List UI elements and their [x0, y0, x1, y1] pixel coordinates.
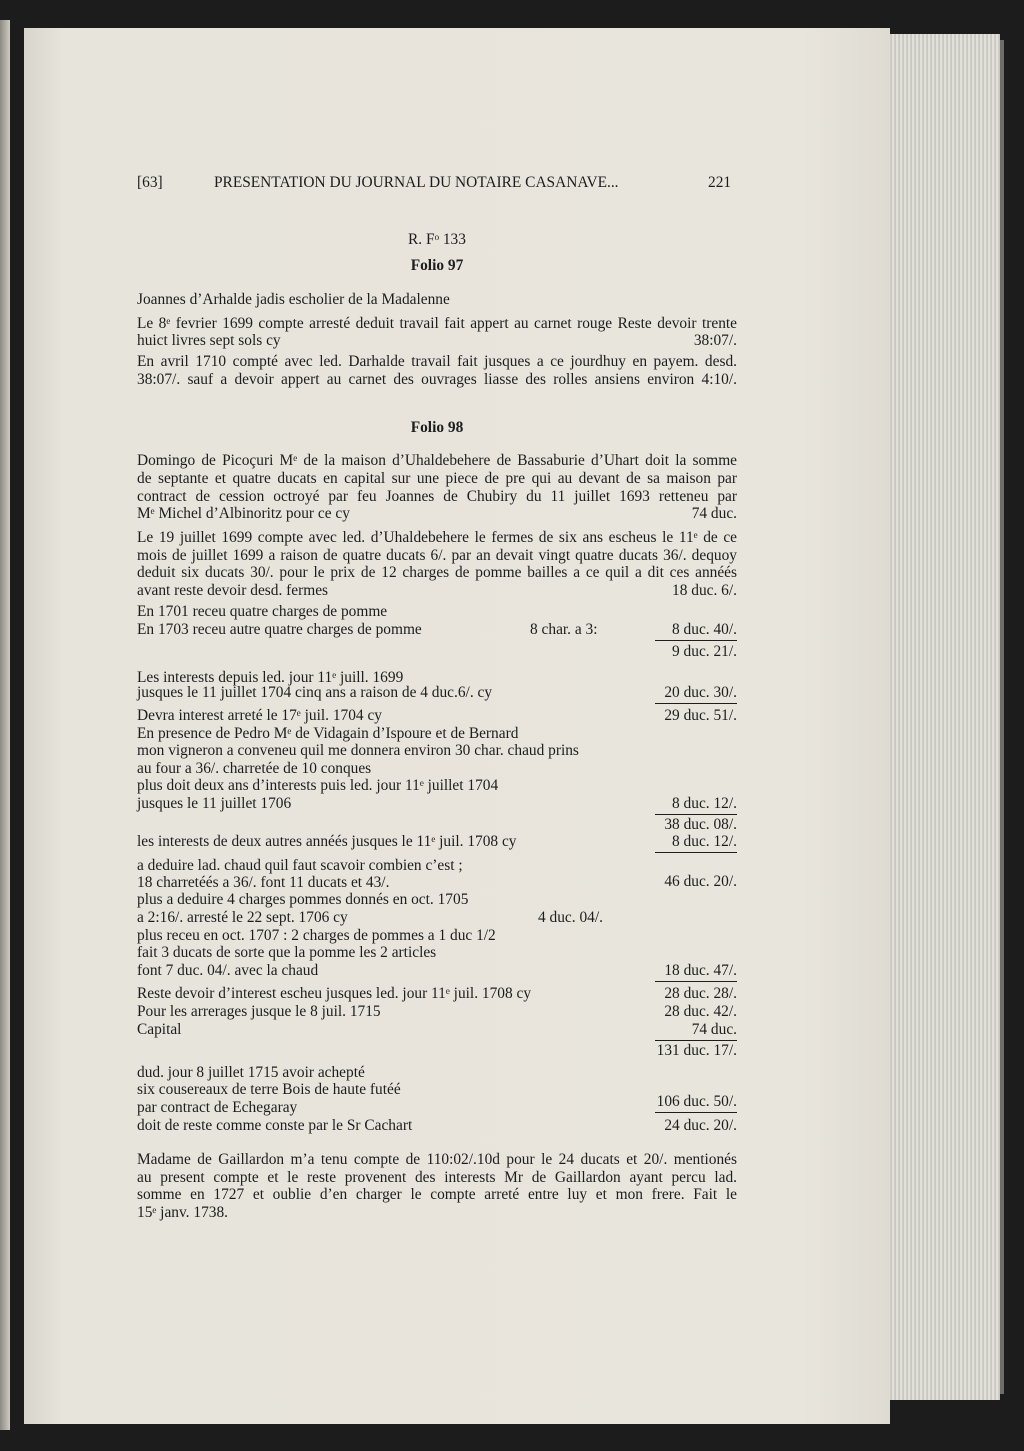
previous-page-edge: [0, 20, 10, 1430]
amount: 28 duc. 42/.: [664, 1003, 737, 1020]
chapter-number: [63]: [137, 174, 163, 191]
heading-folio-97: Folio 97: [410, 257, 464, 274]
text-line: mon vigneron a conveneu quil me donnera environ 30 char. chaud prins: [137, 742, 579, 759]
text-line: fait 3 ducats de sorte que la pomme les 2 articles: [137, 944, 437, 961]
text-line: par contract de Echegaray: [137, 1099, 298, 1116]
text-line: Reste devoir d’interest escheu jusques led. jour 11ᵉ juil. 1708 cy: [137, 985, 532, 1002]
amount: 24 duc. 20/.: [664, 1117, 737, 1134]
text-line: Les interests depuis led. jour 11ᵉ juill. 1699: [137, 669, 404, 686]
text-line: de septante et quatre ducats en capital sur une piece de pre qui au devant de sa maison par: [137, 470, 737, 487]
page-stack-edge: [888, 34, 1000, 1400]
text-line: Pour les arrerages jusque le 8 juil. 1715: [137, 1003, 381, 1020]
underlined-amount: 20 duc. 30/.: [655, 684, 737, 704]
amount: 28 duc. 28/.: [664, 985, 737, 1002]
text-line: Joannes d’Arhalde jadis escholier de la Madalenne: [137, 291, 450, 308]
text-line: Madame de Gaillardon m’a tenu compte de 110:02/.10d pour le 24 ducats et 20/. mentionés: [137, 1151, 737, 1168]
text-line: jusques le 11 juillet 1704 cinq ans a raison de 4 duc.6/. cy: [137, 684, 493, 701]
text-line: six cousereaux de terre Bois de haute futéé: [137, 1081, 401, 1098]
text-line: les interests de deux autres annéés jusques le 11ᵉ juil. 1708 cy: [137, 833, 517, 850]
text-line: plus receu en oct. 1707 : 2 charges de pommes a 1 duc 1/2: [137, 927, 496, 944]
underlined-amount: 106 duc. 50/.: [655, 1093, 737, 1113]
subtotal-amount: 4 duc. 04/.: [538, 909, 603, 926]
amount: 9 duc. 21/.: [672, 643, 737, 660]
text-line: contract de cession octroyé par feu Joannes de Chubiry du 11 juillet 1693 retteneu par: [137, 488, 737, 505]
text-line: Capital: [137, 1021, 182, 1038]
text-line: font 7 duc. 04/. avec la chaud: [137, 962, 319, 979]
page-number: 221: [708, 174, 732, 191]
text-line: doit de reste comme conste par le Sr Cachart: [137, 1117, 413, 1134]
text-line: dud. jour 8 juillet 1715 avoir achepté: [137, 1064, 365, 1081]
text-line: 18 charretéés a 36/. font 11 ducats et 43/.: [137, 874, 390, 891]
amount: 74 duc.: [691, 505, 737, 522]
text-line: En avril 1710 compté avec led. Darhalde travail fait jusques a ce jourdhuy en payem. desd.: [137, 353, 737, 370]
amount: 18 duc. 6/.: [672, 582, 737, 599]
amount: 46 duc. 20/.: [664, 873, 737, 890]
text-line: En presence de Pedro Mᵉ de Vidagain d’Ispoure et de Bernard: [137, 725, 519, 742]
text-line: En 1703 receu autre quatre charges de pomme: [137, 621, 422, 638]
text-line: Domingo de Picoçuri Mᵉ de la maison d’Uhaldebehere de Bassaburie d’Uhart doit la somme: [137, 452, 737, 469]
text-line: 15ᵉ janv. 1738.: [137, 1204, 229, 1221]
amount: 29 duc. 51/.: [664, 707, 737, 724]
text-line: Le 19 juillet 1699 compte avec led. d’Uhaldebehere le fermes de six ans escheus le 11ᵉ de ce: [137, 529, 737, 546]
text-line: jusques le 11 juillet 1706: [137, 795, 292, 812]
underlined-amount: 8 duc. 12/.: [655, 833, 737, 853]
underlined-amount: 8 duc. 12/.: [655, 795, 737, 815]
folio-reference: R. Fᵒ 133: [408, 231, 466, 248]
amount: 38:07/.: [693, 332, 737, 349]
text-line: plus doit deux ans d’interests puis led. jour 11ᵉ juillet 1704: [137, 777, 499, 794]
text-line: Mᵉ Michel d’Albinoritz pour ce cy: [137, 505, 350, 522]
text-line: au present compte et le reste provenent des interests Mr de Gaillardon ayant percu lad.: [137, 1169, 737, 1186]
text-line: 38:07/. sauf a devoir appert au carnet des ouvrages liasse des rolles ansiens environ 4:10/.: [137, 371, 737, 388]
amount: 38 duc. 08/.: [664, 816, 737, 833]
text-line: mois de juillet 1699 a raison de quatre ducats 6/. par an devait vingt quatre ducats 36/. dequoy: [137, 547, 737, 564]
subtotal-amount: 8 char. a 3:: [530, 621, 598, 638]
text-line: avant reste devoir desd. fermes: [137, 582, 329, 599]
text-line: plus a deduire 4 charges pommes donnés en oct. 1705: [137, 891, 469, 908]
underlined-amount: 8 duc. 40/.: [655, 621, 737, 641]
text-line: Devra interest arreté le 17ᵉ juil. 1704 cy: [137, 707, 382, 724]
text-line: Le 8ᵉ fevrier 1699 compte arresté deduit travail fait appert au carnet rouge Reste devoir trente: [137, 315, 737, 332]
amount: 131 duc. 17/.: [656, 1042, 737, 1059]
text-line: deduit six ducats 30/. pour le prix de 12 charges de pomme bailles a ce quil a dit ces annéés: [137, 564, 737, 581]
text-line: a deduire lad. chaud quil faut scavoir combien c’est ;: [137, 857, 463, 874]
text-line: somme en 1727 et oublie d’en charger le compte arreté entre luy et mon frere. Fait le: [137, 1186, 737, 1203]
book-edge: [1000, 40, 1004, 1394]
text-line: huict livres sept sols cy: [137, 332, 281, 349]
underlined-amount: 74 duc.: [655, 1021, 737, 1041]
underlined-amount: 18 duc. 47/.: [655, 962, 737, 982]
text-line: a 2:16/. arresté le 22 sept. 1706 cy: [137, 909, 348, 926]
text-line: au four a 36/. charretée de 10 conques: [137, 760, 372, 777]
running-title: PRESENTATION DU JOURNAL DU NOTAIRE CASANAVE...: [214, 174, 619, 191]
heading-folio-98: Folio 98: [410, 419, 464, 436]
text-line: En 1701 receu quatre charges de pomme: [137, 603, 388, 620]
